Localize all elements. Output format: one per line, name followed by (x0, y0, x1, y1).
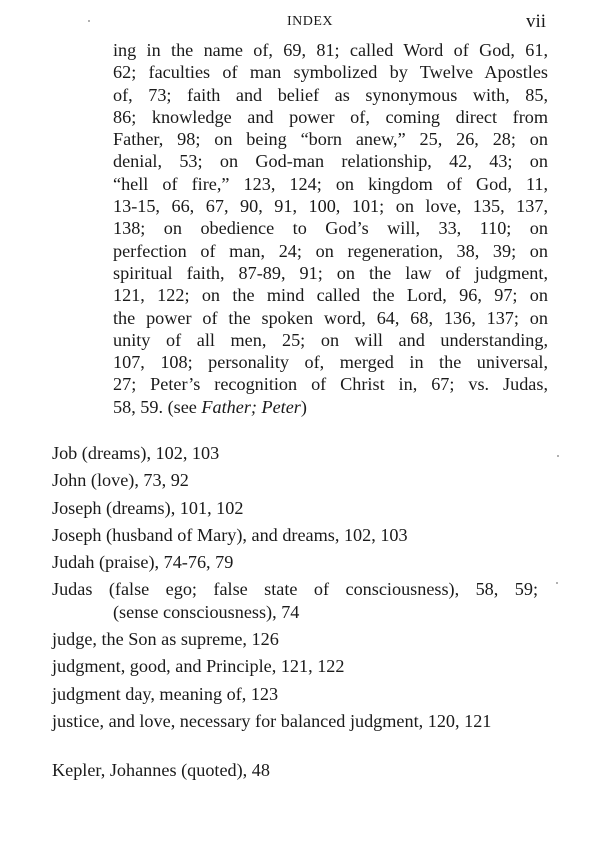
index-entry-text: judge, the Son as supreme, 126 (52, 629, 279, 650)
index-entries (52, 442, 552, 787)
scan-speck (88, 20, 90, 22)
continuation-line: the power of the spoken word, 64, 68, 136, 137; on (113, 307, 548, 328)
index-entry-text: Judas (false ego; false state of consciousness), 58, 59; (52, 579, 538, 600)
continuation-line-last (113, 396, 548, 418)
cross-reference-prefix: 58, 59. (see (113, 396, 202, 417)
index-entry (52, 442, 552, 464)
continuation-line: 107, 108; personality of, merged in the universal, (113, 352, 548, 373)
index-entry-text: Joseph (dreams), 101, 102 (52, 497, 244, 518)
index-entry (52, 683, 552, 705)
continuation-line: of, 73; faith and belief as synonymous with, 85, (113, 84, 548, 105)
index-entry-text: Job (dreams), 102, 103 (52, 443, 220, 463)
continuation-line: “hell of fire,” 123, 124; on kingdom of God, 11, (113, 173, 548, 194)
cross-reference-targets: Father; Peter (201, 396, 301, 417)
continuation-line: ing in the name of, 69, 81; called Word of God, 61, (113, 40, 548, 60)
continuation-line: unity of all men, 25; on will and understanding, (113, 329, 548, 350)
scan-speck (557, 455, 559, 457)
running-header (0, 10, 600, 34)
continuation-line: 138; on obedience to God’s will, 33, 110; on (113, 218, 548, 239)
index-entry (52, 551, 552, 573)
continuation-line: Father, 98; on being “born anew,” 25, 26, 28; on (113, 129, 548, 150)
index-entry (52, 524, 552, 546)
continuation-line: 13-15, 66, 67, 90, 91, 100, 101; on love, 135, 137, (113, 196, 548, 217)
continuation-line: 62; faculties of man symbolized by Twelve Apostles (113, 62, 548, 83)
index-entry (52, 710, 552, 732)
index-entry (52, 497, 552, 519)
index-entry-text: judgment, good, and Principle, 121, 122 (52, 656, 345, 677)
continuation-line: spiritual faith, 87-89, 91; on the law of judgment, (113, 262, 548, 283)
continuation-line: 86; knowledge and power of, coming direct from (113, 106, 548, 127)
continuation-line: perfection of man, 24; on regeneration, 38, 39; on (113, 240, 548, 261)
index-entry (52, 578, 552, 623)
index-entry (52, 655, 552, 677)
index-entry-text: Kepler, Johannes (quoted), 48 (52, 760, 270, 781)
index-entry-text: justice, and love, necessary for balanced judgment, 120, 121 (52, 710, 492, 731)
index-entry-text: John (love), 73, 92 (52, 470, 189, 491)
section-gap (52, 737, 552, 759)
continuation-line: denial, 53; on God-man relationship, 42, 43; on (113, 151, 548, 172)
running-header-title: INDEX (286, 14, 334, 29)
cross-reference-suffix: ) (300, 396, 307, 417)
continuation-line: 27; Peter’s recognition of Christ in, 67; vs. Judas, (113, 374, 548, 395)
index-entry (52, 469, 552, 491)
index-entry (52, 759, 552, 781)
continuation-line: 121, 122; on the mind called the Lord, 96, 97; on (113, 285, 548, 306)
page-number: vii (525, 11, 546, 32)
index-subentry-text: (sense consciousness), 74 (113, 601, 300, 622)
index-entry-text: Judah (praise), 74-76, 79 (52, 552, 234, 573)
index-entry (52, 628, 552, 650)
scan-speck (556, 582, 558, 584)
index-entry-text: judgment day, meaning of, 123 (52, 683, 279, 704)
index-entry-text: Joseph (husband of Mary), and dreams, 102, 103 (52, 524, 408, 545)
index-entry-continuation (113, 39, 548, 418)
